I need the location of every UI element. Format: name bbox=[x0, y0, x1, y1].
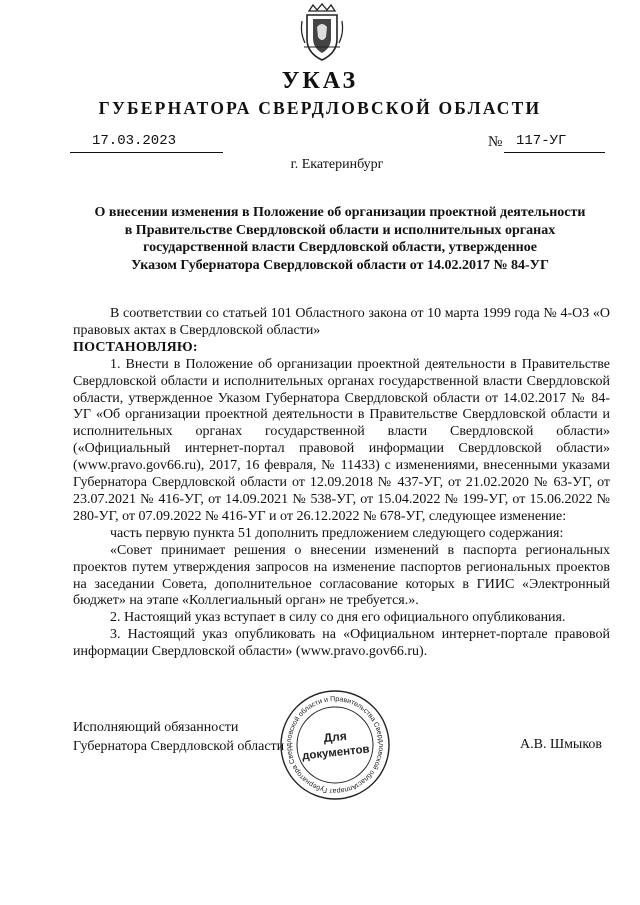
stamp-ring-text: Аппарат Губернатора Свердловской области и Правительства Свердловской области bbox=[285, 695, 385, 795]
heading-line: Указом Губернатора Свердловской области от 14.02.2017 № 84-УГ bbox=[131, 257, 549, 273]
document-subtitle: ГУБЕРНАТОРА СВЕРДЛОВСКОЙ ОБЛАСТИ bbox=[98, 98, 542, 118]
position-line: Исполняющий обязанности bbox=[73, 720, 239, 735]
number-underline bbox=[504, 152, 605, 153]
stamp-center-line: документов bbox=[301, 743, 371, 763]
stamp-center-line: Для bbox=[322, 728, 348, 746]
svg-text:Аппарат Губернатора Свердловск bbox=[279, 689, 391, 801]
item-2-paragraph: 2. Настоящий указ вступает в силу со дня его официального опубликования. bbox=[110, 610, 566, 626]
position-line: Губернатора Свердловской области bbox=[73, 739, 285, 754]
date-underline bbox=[70, 152, 223, 153]
document-heading bbox=[70, 204, 610, 274]
document-title: УКАЗ bbox=[281, 68, 359, 94]
heading-line: государственной власти Свердловской области, утвержденное bbox=[143, 240, 537, 255]
number-sign: № bbox=[488, 134, 503, 150]
signatory-position bbox=[73, 718, 284, 756]
item-1-change-paragraph: часть первую пункта 51 дополнить предложением следующего содержания: bbox=[110, 525, 564, 541]
signatory-name: А.В. Шмыков bbox=[520, 737, 603, 752]
document-date: 17.03.2023 bbox=[92, 133, 177, 149]
document-city: г. Екатеринбург bbox=[290, 157, 384, 172]
preamble-paragraph: В соответствии со статьей 101 Областного закона от 10 марта 1999 года № 4-ОЗ «О правовых актах в Свердловской области» bbox=[73, 306, 610, 338]
heading-line: О внесении изменения в Положение об организации проектной деятельности bbox=[94, 205, 586, 220]
coat-of-arms-icon bbox=[299, 3, 345, 63]
decree-word: ПОСТАНОВЛЯЮ: bbox=[73, 339, 198, 355]
item-3-paragraph: 3. Настоящий указ опубликовать на «Официальном интернет-портале правовой информации Свердловской области» (www.pravo.gov66.ru). bbox=[73, 627, 610, 660]
official-stamp bbox=[279, 689, 391, 801]
document-number: 117-УГ bbox=[516, 133, 567, 149]
item-1-paragraph: 1. Внести в Положение об организации проектной деятельности в Правительстве Свердловской области и исполнительных органах государственной власти Свердловской области, утвержденное Указом Губернатора Свердловской области от 14.02.2017 № 84-УГ «Об организации проектной деятельности в Правительстве Свердловской области и исполнительных органах государственной власти Свердловской области» («Официальный интернет-портал правовой информации Свердловской области» (www.pravo.gov66.ru), 2017, 16 февраля, № 11433) с изменениями, внесенными указами Губернатора Свердловской области от 12.09.2018 № 437-УГ, от 21.02.2020 № 63-УГ, от 23.07.2021 № 416-УГ, от 14.09.2021 № 538-УГ, от 15.04.2022 № 199-УГ, от 15.06.2022 № 280-УГ, от 07.09.2022 № 416-УГ и от 26.12.2022 № 678-УГ, следующее изменение: bbox=[73, 356, 610, 524]
heading-line: в Правительстве Свердловской области и исполнительных органах bbox=[124, 222, 556, 238]
item-1-quote-paragraph: «Совет принимает решения о внесении изменений в паспорта региональных проектов путем утверждения запросов на изменение паспортов региональных проектов на заседании Совета, дополнительное согласование которых в ГИИС «Электронный бюджет» на этапе «Коллегиальный орган» не требуется.». bbox=[73, 542, 610, 609]
document-body bbox=[73, 306, 610, 661]
